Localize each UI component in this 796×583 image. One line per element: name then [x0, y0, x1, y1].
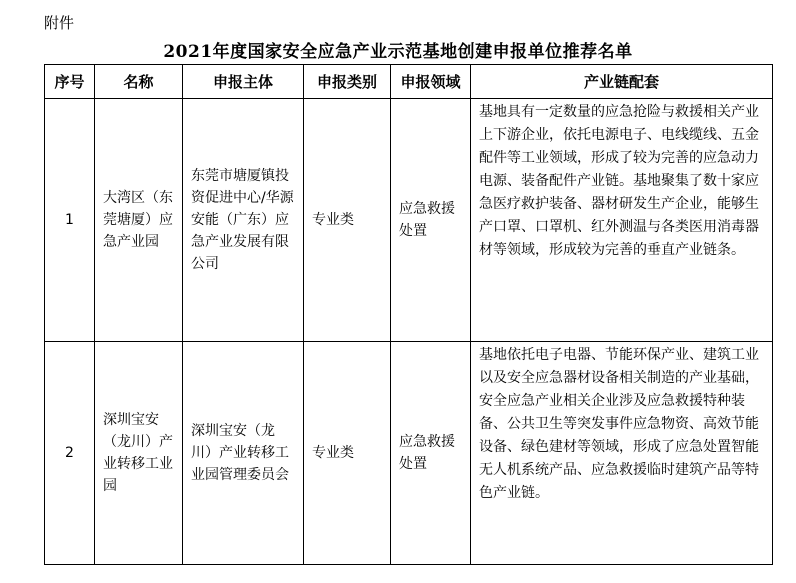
cell-category: 专业类: [304, 342, 391, 565]
table-row: [45, 99, 773, 342]
cell-name: 大湾区（东莞塘厦）应急产业园: [95, 99, 183, 342]
cell-field: 应急救援处置: [391, 99, 471, 342]
cell-category: 专业类: [304, 99, 391, 342]
cell-no: 1: [45, 99, 95, 342]
cell-entity: 深圳宝安（龙川）产业转移工业园管理委员会: [183, 342, 304, 565]
header-name: 名称: [95, 65, 183, 99]
cell-entity: 东莞市塘厦镇投资促进中心/华源安能（广东）应急产业发展有限公司: [183, 99, 304, 342]
table-row: [45, 342, 773, 565]
header-field: 申报领域: [391, 65, 471, 99]
header-category: 申报类别: [304, 65, 391, 99]
document-title: 2021年度国家安全应急产业示范基地创建申报单位推荐名单: [163, 42, 633, 62]
attachment-label: 附件: [44, 14, 75, 32]
cell-no: 2: [45, 342, 95, 565]
cell-chain: 基地具有一定数量的应急抢险与救援相关产业上下游企业，依托电源电子、电线缆线、五金配件等工业领域，形成了较为完善的应急动力电源、装备配件产业链。基地聚集了数十家应急医疗救护装备、器材研发生产企业，能够生产口罩、口罩机、红外测温与各类医用消毒器材等领域，形成较为完善的垂直产业链条。: [471, 99, 773, 342]
cell-field: 应急救援处置: [391, 342, 471, 565]
header-chain: 产业链配套: [471, 65, 773, 99]
cell-chain: 基地依托电子电器、节能环保产业、建筑工业以及安全应急器材设备相关制造的产业基础，安全应急产业相关企业涉及应急救援特种装备、公共卫生等突发事件应急物资、高效节能设备、绿色建材等领域，形成了应急处置智能无人机系统产品、应急救援临时建筑产品等特色产业链。: [471, 342, 773, 565]
header-entity: 申报主体: [183, 65, 304, 99]
recommendation-table: [44, 64, 773, 565]
table-header-row: [45, 65, 773, 99]
cell-name: 深圳宝安（龙川）产业转移工业园: [95, 342, 183, 565]
header-no: 序号: [45, 65, 95, 99]
